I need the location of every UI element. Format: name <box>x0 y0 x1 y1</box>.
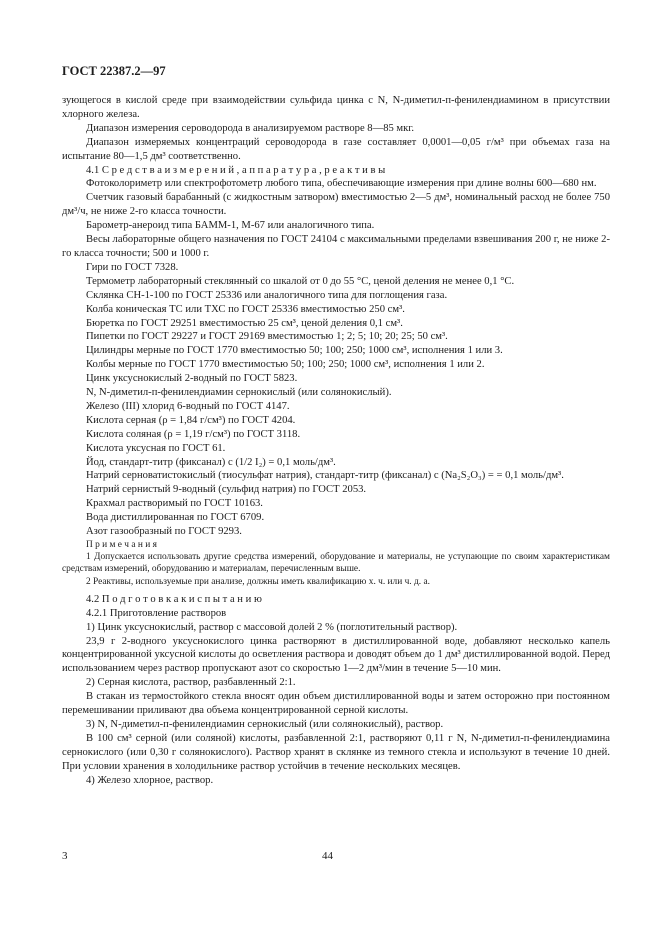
body-paragraph: Весы лабораторные общего назначения по ГОСТ 24104 с максимальными пределами взвешивания 200 г, не ниже 2-го класса точности; 500 и 1000 г. <box>62 234 610 259</box>
body-paragraph: Бюретка по ГОСТ 29251 вместимостью 25 см³, ценой деления 0,1 см³. <box>86 317 403 329</box>
body-paragraph: Крахмал растворимый по ГОСТ 10163. <box>86 498 263 510</box>
note-item: 1 Допускается использовать другие средства измерений, оборудование и материалы, не уступающие по своим характеристикам средствам измерений, оборудованию и материалам, перечисленным выше. <box>62 552 610 575</box>
section-paragraph: 4) Железо хлорное, раствор. <box>86 774 214 786</box>
section-paragraph: 1) Цинк уксуснокислый, раствор с массовой долей 2 % (поглотительный раствор). <box>86 621 458 633</box>
body-paragraph: Склянка СН-1-100 по ГОСТ 25336 или аналогичного типа для поглощения газа. <box>86 289 448 301</box>
body-paragraph: Азот газообразный по ГОСТ 9293. <box>86 526 242 538</box>
body-paragraph: зующегося в кислой среде при взаимодействии сульфида цинка с N, N-диметил-п-фенилендиамином в присутствии хлорного железа. <box>62 95 610 120</box>
body-paragraph: 4.1 С р е д с т в а и з м е р е н и й , а п п а р а т у р а , р е а к т и в ы <box>86 164 386 176</box>
section-paragraph: 2) Серная кислота, раствор, разбавленный 2:1. <box>86 677 296 689</box>
body-paragraph: N, N-диметил-п-фенилендиамин сернокислый (или солянокислый). <box>86 387 392 399</box>
body-paragraph: Йод, стандарт-титр (фиксанал) с (1/2 I₂) = 0,1 моль/дм³. <box>86 456 336 468</box>
paragraph-list <box>62 94 610 539</box>
body-paragraph: Диапазон измеряемых концентраций сероводорода в газе составляет 0,0001—0,05 г/м³ при объемах газа на испытание 80—1,5 дм³ соответственно. <box>62 136 610 162</box>
section-paragraph: 3) N, N-диметил-п-фенилендиамин сернокислый (или солянокислый), раствор. <box>86 718 444 730</box>
note-item: 2 Реактивы, используемые при анализе, должны иметь квалификацию х. ч. или ч. д. а. <box>86 576 430 587</box>
body-paragraph: Натрий серноватистокислый (тиосульфат натрия), стандарт-титр (фиксанал) с (Na₂S₂O₃) = = 0,1 моль/дм³. <box>86 470 564 482</box>
page-number: 44 <box>322 850 333 862</box>
notes-heading: П р и м е ч а н и я <box>86 540 157 550</box>
body-paragraph: Гири по ГОСТ 7328. <box>86 261 179 273</box>
section-paragraph: В стакан из термостойкого стекла вносят один объем дистиллированной воды и затем осторожно при постоянном перемешивании приливают два объема концентрированной серной кислоты. <box>62 691 610 717</box>
body-paragraph: Натрий сернистый 9-водный (сульфид натрия) по ГОСТ 2053. <box>86 484 367 496</box>
body-paragraph: Кислота серная (ρ = 1,84 г/см³) по ГОСТ 4204. <box>86 414 296 426</box>
section-paragraph: 4.2.1 Приготовление растворов <box>86 607 227 619</box>
section-paragraph: 23,9 г 2-водного уксуснокислого цинка растворяют в дистиллированной воде, добавляют несколько капель концентрированной уксусной кислоты до осветления раствора и доводят объем до 1 дм³ дистиллированной водой. Перед использованием через раствор пропускают азот со скоростью 1—2 дм³/мин в течение 5—10 мин. <box>62 635 610 675</box>
body-paragraph: Барометр-анероид типа БАММ-1, М-67 или аналогичного типа. <box>86 220 375 232</box>
document-body <box>62 94 610 788</box>
body-paragraph: Термометр лабораторный стеклянный со шкалой от 0 до 55 °С, ценой деления не менее 0,1 °С. <box>86 275 515 287</box>
footer-left-mark: 3 <box>62 850 68 862</box>
body-paragraph: Кислота уксусная по ГОСТ 61. <box>86 442 226 454</box>
body-paragraph: Цинк уксуснокислый 2-водный по ГОСТ 5823. <box>86 373 298 385</box>
body-paragraph: Диапазон измерения сероводорода в анализируемом растворе 8—85 мкг. <box>86 122 415 134</box>
body-paragraph: Колба коническая ТС или ТХС по ГОСТ 25336 вместимостью 250 см³. <box>86 303 405 315</box>
section-paragraph: 4.2 П о д г о т о в к а к и с п ы т а н и ю <box>86 593 262 605</box>
body-paragraph: Кислота соляная (ρ = 1,19 г/см³) по ГОСТ 3118. <box>86 428 301 440</box>
section-paragraph: В 100 см³ серной (или соляной) кислоты, разбавленной 2:1, растворяют 0,11 г N, N-диметил-п-фенилендиамина сернокислого (или 0,30 г солянокислого). Раствор хранят в склянке из темного стекла и используют в течение 10 дней. При условии хранения в холодильнике раствор устойчив в течение нескольких месяцев. <box>62 732 610 772</box>
body-paragraph: Счетчик газовый барабанный (с жидкостным затвором) вместимостью 2—5 дм³, номинальный расход не более 750 дм³/ч, не ниже 2-го класса точности. <box>62 192 610 218</box>
body-paragraph: Фотоколориметр или спектрофотометр любого типа, обеспечивающие измерения при длине волны 600—680 нм. <box>86 178 597 190</box>
notes-list <box>62 551 610 588</box>
section-preparation <box>62 593 610 788</box>
notes-block <box>62 539 610 588</box>
body-paragraph: Пипетки по ГОСТ 29227 и ГОСТ 29169 вместимостью 1; 2; 5; 10; 20; 25; 50 см³. <box>86 331 448 343</box>
document-header: ГОСТ 22387.2—97 <box>62 64 166 78</box>
body-paragraph: Железо (III) хлорид 6-водный по ГОСТ 4147. <box>86 400 290 412</box>
body-paragraph: Цилиндры мерные по ГОСТ 1770 вместимостью 50; 100; 250; 1000 см³, исполнения 1 или 3. <box>86 345 503 357</box>
body-paragraph: Колбы мерные по ГОСТ 1770 вместимостью 50; 100; 250; 1000 см³, исполнения 1 или 2. <box>86 359 485 371</box>
body-paragraph: Вода дистиллированная по ГОСТ 6709. <box>86 512 265 524</box>
